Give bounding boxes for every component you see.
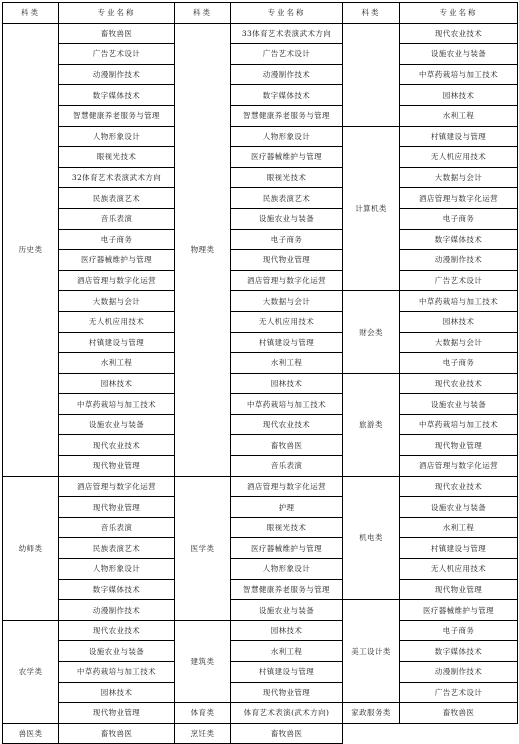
major-cell: 畜牧兽医 <box>400 703 518 724</box>
major-cell: 园林技术 <box>231 373 343 394</box>
major-cell: 动漫制作技术 <box>59 64 175 85</box>
table-row <box>3 414 518 435</box>
major-cell: 村镇建设与管理 <box>231 662 343 683</box>
major-cell: 现代农业技术 <box>59 620 175 641</box>
header-row <box>3 3 518 24</box>
category-cell: 医学类 <box>175 476 231 620</box>
major-cell: 园林技术 <box>59 682 175 703</box>
category-cell: 体育类 <box>175 703 231 724</box>
major-cell: 现代物业管理 <box>231 682 343 703</box>
table-row <box>3 682 518 703</box>
major-cell: 无人机应用技术 <box>400 559 518 580</box>
table-row <box>3 641 518 662</box>
major-cell: 无人机应用技术 <box>231 311 343 332</box>
major-cell: 眼视光技术 <box>59 147 175 168</box>
major-cell: 33体育艺术表演武术方向 <box>231 23 343 44</box>
table-row <box>3 476 518 497</box>
major-cell: 村镇建设与管理 <box>400 538 518 559</box>
table-row <box>3 147 518 168</box>
major-cell: 酒店管理与数字化运营 <box>59 270 175 291</box>
table-row <box>3 517 518 538</box>
major-cell: 广告艺术设计 <box>400 270 518 291</box>
major-cell: 数字媒体技术 <box>400 229 518 250</box>
table-row <box>3 620 518 641</box>
major-cell: 智慧健康养老服务与管理 <box>231 579 343 600</box>
major-cell: 眼视光技术 <box>231 517 343 538</box>
category-cell: 计算机类 <box>343 126 400 291</box>
major-cell: 音乐表演 <box>59 517 175 538</box>
major-cell: 现代农业技术 <box>400 373 518 394</box>
major-cell: 酒店管理与数字化运营 <box>59 476 175 497</box>
major-cell: 村镇建设与管理 <box>400 126 518 147</box>
table-row <box>3 64 518 85</box>
category-cell: 农学类 <box>3 620 59 723</box>
category-cell: 财会类 <box>343 291 400 373</box>
major-cell: 现代物业管理 <box>400 435 518 456</box>
major-cell: 数字媒体技术 <box>59 579 175 600</box>
major-cell: 中草药栽培与加工技术 <box>400 64 518 85</box>
category-cell: 家政服务类 <box>343 703 400 724</box>
major-cell: 电子商务 <box>400 208 518 229</box>
table-row <box>3 85 518 106</box>
major-cell: 水利工程 <box>400 517 518 538</box>
major-cell: 体育艺术表演(武术方向) <box>231 703 343 724</box>
major-cell: 智慧健康养老服务与管理 <box>231 105 343 126</box>
header-major: 专业名称 <box>400 3 518 24</box>
major-cell: 民族表演艺术 <box>59 538 175 559</box>
major-cell: 现代物业管理 <box>400 579 518 600</box>
major-cell: 酒店管理与数字化运营 <box>231 270 343 291</box>
major-cell: 电子商务 <box>231 229 343 250</box>
major-cell: 酒店管理与数字化运营 <box>400 188 518 209</box>
header-category: 科类 <box>343 3 400 24</box>
table-row <box>3 456 518 477</box>
major-cell: 畜牧兽医 <box>59 23 175 44</box>
table-row <box>3 723 518 744</box>
major-cell: 水利工程 <box>231 641 343 662</box>
major-cell: 人物形象设计 <box>59 559 175 580</box>
major-cell: 中草药栽培与加工技术 <box>59 662 175 683</box>
category-cell: 幼师类 <box>3 476 59 620</box>
table-row <box>3 394 518 415</box>
major-cell: 数字媒体技术 <box>59 85 175 106</box>
major-cell: 数字媒体技术 <box>231 85 343 106</box>
major-cell: 动漫制作技术 <box>400 250 518 271</box>
category-cell <box>343 23 400 126</box>
table-row <box>3 126 518 147</box>
category-cell: 烹饪类 <box>175 723 231 744</box>
table-row <box>3 188 518 209</box>
major-cell: 电子商务 <box>400 620 518 641</box>
major-cell: 现代物业管理 <box>59 497 175 518</box>
major-cell: 村镇建设与管理 <box>59 332 175 353</box>
table-row <box>3 332 518 353</box>
major-cell: 酒店管理与数字化运营 <box>400 456 518 477</box>
table-row <box>3 291 518 312</box>
header-major: 专业名称 <box>231 3 343 24</box>
major-cell: 中草药栽培与加工技术 <box>400 414 518 435</box>
table-row <box>3 208 518 229</box>
major-cell: 中草药栽培与加工技术 <box>231 394 343 415</box>
table-row <box>3 229 518 250</box>
major-cell: 园林技术 <box>59 373 175 394</box>
major-cell: 设施农业与装备 <box>231 208 343 229</box>
major-cell: 无人机应用技术 <box>400 147 518 168</box>
major-cell: 眼视光技术 <box>231 167 343 188</box>
table-row <box>3 559 518 580</box>
major-cell: 村镇建设与管理 <box>231 332 343 353</box>
table-row <box>3 167 518 188</box>
table-row <box>3 105 518 126</box>
table-row <box>3 662 518 683</box>
major-cell: 护理 <box>231 497 343 518</box>
header-major: 专业名称 <box>59 3 175 24</box>
major-cell: 大数据与会计 <box>59 291 175 312</box>
category-cell: 建筑类 <box>175 620 231 702</box>
major-cell: 现代农业技术 <box>400 476 518 497</box>
category-cell: 美工设计类 <box>343 600 400 703</box>
table-row <box>3 579 518 600</box>
major-cell: 电子商务 <box>400 353 518 374</box>
major-cell: 人物形象设计 <box>231 559 343 580</box>
major-cell: 音乐表演 <box>59 208 175 229</box>
major-cell: 医疗器械维护与管理 <box>400 600 518 621</box>
major-cell: 现代物业管理 <box>59 456 175 477</box>
major-cell: 现代物业管理 <box>59 703 175 724</box>
major-cell: 设施农业与装备 <box>400 394 518 415</box>
major-cell: 园林技术 <box>400 311 518 332</box>
major-cell: 设施农业与装备 <box>400 44 518 65</box>
major-cell: 畜牧兽医 <box>231 435 343 456</box>
major-cell: 园林技术 <box>400 85 518 106</box>
category-cell: 旅游类 <box>343 373 400 476</box>
major-cell: 水利工程 <box>59 353 175 374</box>
major-cell: 医疗器械维护与管理 <box>231 538 343 559</box>
table-row <box>3 600 518 621</box>
table-row <box>3 44 518 65</box>
major-cell: 中草药栽培与加工技术 <box>400 291 518 312</box>
major-cell: 广告艺术设计 <box>231 44 343 65</box>
major-cell: 民族表演艺术 <box>59 188 175 209</box>
major-cell: 医疗器械维护与管理 <box>59 250 175 271</box>
major-cell: 32体育艺术表演武术方向 <box>59 167 175 188</box>
majors-table-body <box>3 3 518 744</box>
category-cell: 物理类 <box>175 23 231 476</box>
major-cell: 酒店管理与数字化运营 <box>231 476 343 497</box>
header-category: 科类 <box>3 3 59 24</box>
table-row <box>3 23 518 44</box>
table-row <box>3 538 518 559</box>
major-cell: 水利工程 <box>231 353 343 374</box>
major-cell: 广告艺术设计 <box>400 682 518 703</box>
major-cell: 设施农业与装备 <box>59 414 175 435</box>
major-cell: 智慧健康养老服务与管理 <box>59 105 175 126</box>
major-cell: 现代农业技术 <box>59 435 175 456</box>
major-cell: 音乐表演 <box>231 456 343 477</box>
major-cell: 广告艺术设计 <box>59 44 175 65</box>
category-cell: 机电类 <box>343 476 400 600</box>
category-cell: 历史类 <box>3 23 59 476</box>
major-cell: 人物形象设计 <box>231 126 343 147</box>
major-cell: 动漫制作技术 <box>59 600 175 621</box>
majors-table <box>2 2 518 744</box>
table-row <box>3 373 518 394</box>
major-cell: 园林技术 <box>231 620 343 641</box>
table-row <box>3 435 518 456</box>
table-row <box>3 353 518 374</box>
major-cell: 人物形象设计 <box>59 126 175 147</box>
major-cell: 现代农业技术 <box>231 414 343 435</box>
major-cell: 水利工程 <box>400 105 518 126</box>
header-category: 科类 <box>175 3 231 24</box>
major-cell: 中草药栽培与加工技术 <box>59 394 175 415</box>
major-cell: 动漫制作技术 <box>400 662 518 683</box>
major-cell: 数字媒体技术 <box>400 641 518 662</box>
major-cell: 电子商务 <box>59 229 175 250</box>
table-row <box>3 250 518 271</box>
major-cell: 设施农业与装备 <box>400 497 518 518</box>
table-row <box>3 497 518 518</box>
major-cell: 民族表演艺术 <box>231 188 343 209</box>
major-cell: 大数据与会计 <box>231 291 343 312</box>
major-cell: 畜牧兽医 <box>59 723 175 744</box>
major-cell: 大数据与会计 <box>400 332 518 353</box>
major-cell: 设施农业与装备 <box>231 600 343 621</box>
major-cell: 无人机应用技术 <box>59 311 175 332</box>
table-row <box>3 270 518 291</box>
table-row <box>3 311 518 332</box>
major-cell: 现代农业技术 <box>400 23 518 44</box>
major-cell: 动漫制作技术 <box>231 64 343 85</box>
category-cell: 兽医类 <box>3 723 59 744</box>
major-cell: 大数据与会计 <box>400 167 518 188</box>
major-cell: 医疗器械维护与管理 <box>231 147 343 168</box>
major-cell: 现代物业管理 <box>231 250 343 271</box>
major-cell: 畜牧兽医 <box>231 723 343 744</box>
major-cell: 设施农业与装备 <box>59 641 175 662</box>
